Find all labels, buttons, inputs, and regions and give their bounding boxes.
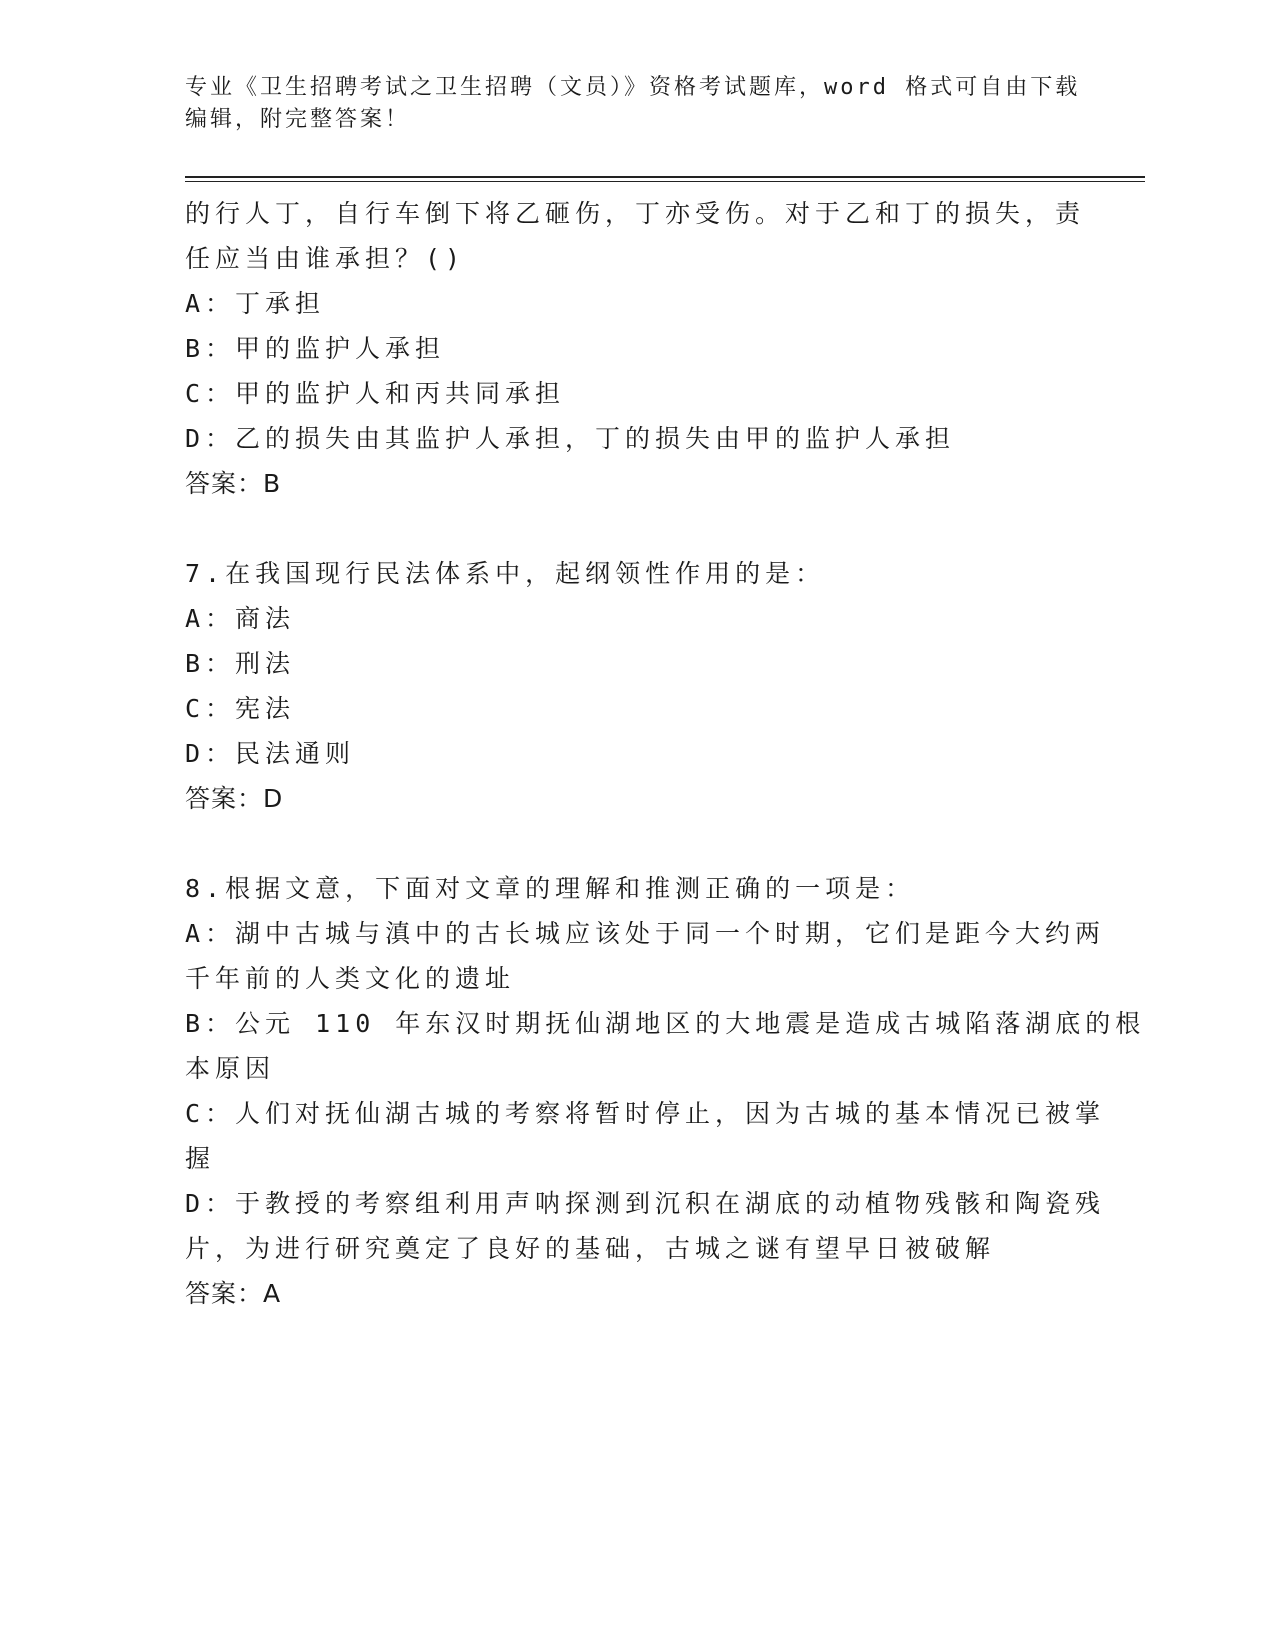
q8-option-b-line-1: B：公元 110 年东汉时期抚仙湖地区的大地震是造成古城陷落湖底的根 [185,1009,1146,1038]
q8-option-c-line-1: C：人们对抚仙湖古城的考察将暂时停止，因为古城的基本情况已被掌 [185,1099,1106,1128]
document-header [185,72,1085,136]
q8-answer: 答案：A [185,1279,282,1308]
q7-stem: 7.在我国现行民法体系中，起纲领性作用的是： [185,559,826,588]
q8-option-a-line-2: 千年前的人类文化的遗址 [185,964,516,993]
header-rule-thick [185,176,1145,178]
question-7 [185,551,1085,821]
header-rule-thin [185,181,1145,182]
q7-option-a: A：商法 [185,604,296,633]
spacer [185,821,1085,866]
q8-stem: 8.根据文意，下面对文章的理解和推测正确的一项是： [185,874,916,903]
q6-option-b: B：甲的监护人承担 [185,334,446,363]
q8-option-a-line-1: A：湖中古城与滇中的古长城应该处于同一个时期，它们是距今大约两 [185,919,1106,948]
q6-option-a: A：丁承担 [185,289,326,318]
q7-option-b: B：刑法 [185,649,296,678]
question-content [185,191,1146,1316]
q8-option-d-line-1: D：于教授的考察组利用声呐探测到沉积在湖底的动植物残骸和陶瓷残 [185,1189,1106,1218]
spacer [185,506,1085,551]
q8-option-d-line-2: 片，为进行研究奠定了良好的基础，古城之谜有望早日被破解 [185,1234,996,1263]
q6-stem-line-2: 任应当由谁承担？() [185,244,466,273]
header-line-1: 专业《卫生招聘考试之卫生招聘（文员）》资格考试题库，word 格式可自由下载 [185,75,1081,100]
q7-option-c: C：宪法 [185,694,296,723]
q6-option-d: D：乙的损失由其监护人承担，丁的损失由甲的监护人承担 [185,424,956,453]
q6-stem-line-1: 的行人丁，自行车倒下将乙砸伤，丁亦受伤。对于乙和丁的损失，责 [185,199,1086,228]
q6-answer: 答案：B [185,469,282,498]
q6-option-c: C：甲的监护人和丙共同承担 [185,379,566,408]
q8-option-c-line-2: 握 [185,1144,216,1173]
q7-answer: 答案：D [185,784,284,813]
question-6 [185,191,1085,506]
question-8 [185,866,1146,1316]
q8-option-b-line-2: 本原因 [185,1054,276,1083]
header-line-2: 编辑，附完整答案！ [185,107,411,132]
q7-option-d: D：民法通则 [185,739,356,768]
